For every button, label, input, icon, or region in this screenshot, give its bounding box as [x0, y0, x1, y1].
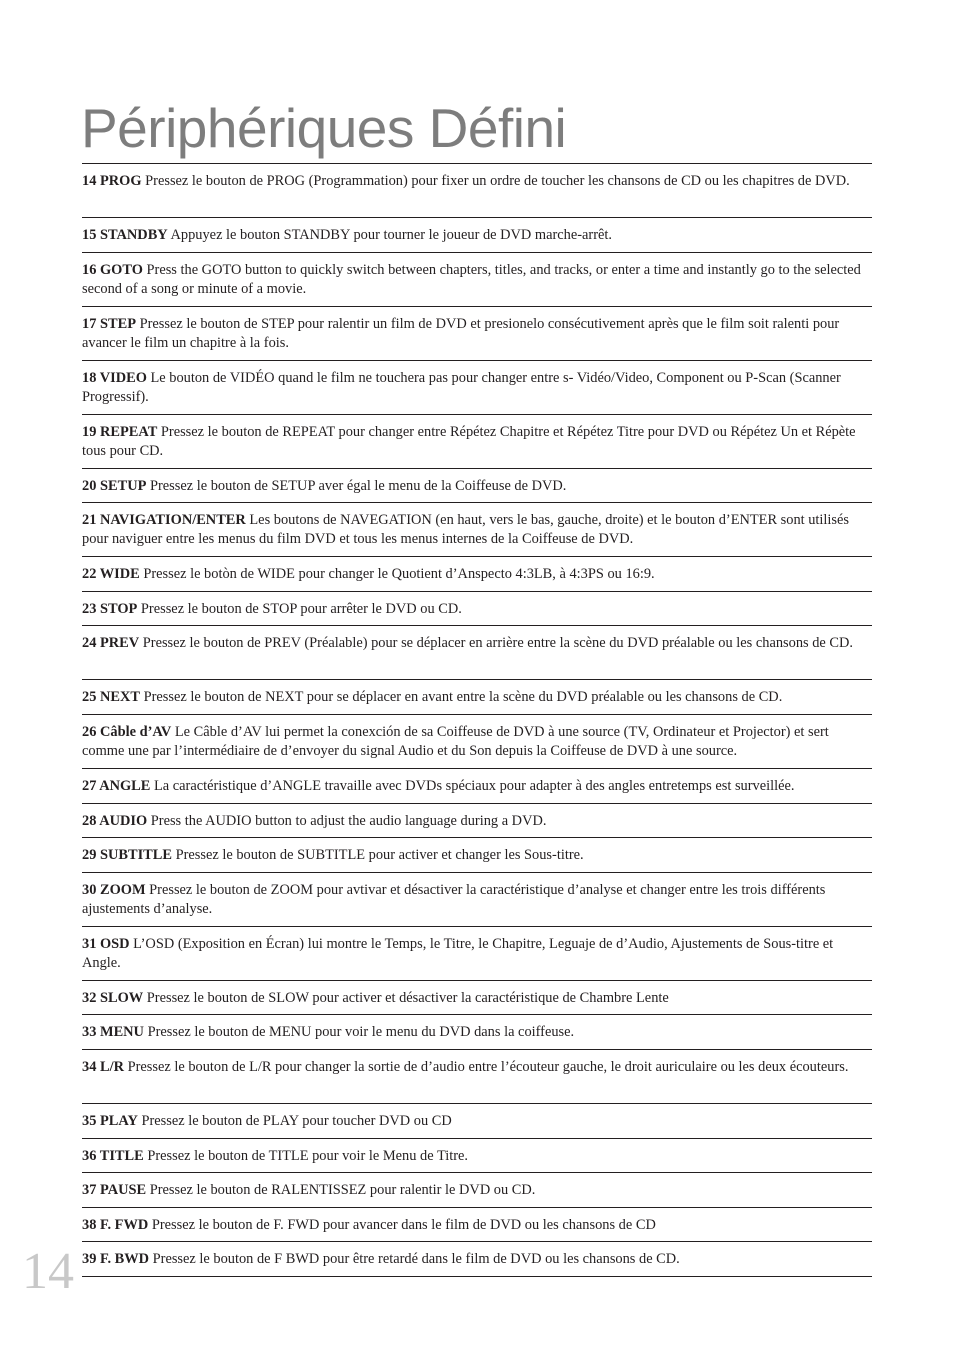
entry-key: 35 PLAY [82, 1112, 138, 1129]
entry-text: Pressez le bouton de MENU pour voir le menu du DVD dans la coiffeuse. [143, 1024, 575, 1041]
list-item [82, 469, 872, 504]
entry-key: 39 F. BWD [82, 1251, 150, 1268]
list-item [82, 626, 872, 680]
entry-text: Pressez le botòn de WIDE pour changer le Quotient d’Anspecto 4:3LB, à 4:3PS ou 16:9. [139, 566, 655, 583]
definitions-list [82, 163, 872, 1277]
list-item [82, 838, 872, 873]
entry-key: 34 L/R [82, 1058, 124, 1075]
entry-key: 28 AUDIO [82, 812, 148, 829]
entry-key: 38 F. FWD [82, 1216, 149, 1233]
entry-text: Pressez le bouton de F. FWD pour avancer dans le film de DVD ou les chansons de CD [148, 1216, 656, 1233]
entry-key: 27 ANGLE [82, 777, 151, 794]
entry-key: 14 PROG [82, 173, 142, 189]
entry-key: 33 MENU [82, 1024, 144, 1041]
entry-text: Les boutons de NAVEGATION (en haut, vers le bas, gauche, droite) et le bouton d’ENTER sont utilisés pour naviguer entre les menus du film DVD et tous les menus internes de la Coiffeuse de DVD. [82, 512, 850, 548]
entry-key: 22 WIDE [82, 566, 140, 583]
list-item [82, 164, 872, 218]
list-item [82, 804, 872, 839]
list-item [82, 1104, 872, 1139]
entry-text: Le Câble d’AV lui permet la conexción de sa Coiffeuse de DVD à une source (TV, Ordinateur et Projector) et sert comme une par l’intermédiaire de d’envoyer du signal Audio et du Son depuis la Coiffeuse de DVD à une source. [82, 723, 829, 759]
entry-key: 17 STEP [82, 315, 136, 332]
entry-text: Pressez le bouton de NEXT pour se déplacer en avant entre la scène du DVD préalable ou les chansons de CD. [139, 689, 783, 706]
entry-text: Le bouton de VIDÉO quand le film ne touchera pas pour changer entre s- Vidéo/Video, Component ou P-Scan (Scanner Progressif). [82, 369, 841, 405]
list-item [82, 769, 872, 804]
list-item [82, 415, 872, 469]
list-item [82, 361, 872, 415]
entry-text: La caractéristique d’ANGLE travaille avec DVDs spéciaux pour adapter à des angles entretemps est surveillée. [150, 777, 795, 794]
entry-text: Pressez le bouton de PLAY pour toucher DVD ou CD [137, 1112, 452, 1129]
list-item [82, 1208, 872, 1243]
entry-key: 15 STANDBY [82, 227, 168, 243]
entry-key: 24 PREV [82, 635, 140, 652]
list-item [82, 1015, 872, 1050]
page-title: Périphériques Défini [81, 97, 567, 159]
entry-text: Pressez le bouton de STEP pour ralentir un film de DVD et presionelo consécutivement après que le film soit ralenti pour avancer le film un chapitre à la fois. [82, 315, 840, 351]
entry-text: Pressez le bouton de SETUP aver égal le menu de la Coiffeuse de DVD. [146, 477, 567, 494]
list-item [82, 873, 872, 927]
list-item [82, 218, 872, 253]
list-item [82, 253, 872, 307]
entry-text: Appuyez le bouton STANDBY pour tourner le joueur de DVD marche-arrêt. [167, 227, 612, 243]
entry-key: 25 NEXT [82, 689, 140, 706]
list-item [82, 680, 872, 715]
entry-text: Pressez le bouton de STOP pour arrêter le DVD ou CD. [137, 600, 462, 617]
entry-text: Pressez le bouton de REPEAT pour changer entre Répétez Chapitre et Répétez Titre pour DVD ou Répétez Un et Répète tous pour CD. [82, 423, 856, 459]
list-item [82, 715, 872, 769]
list-item [82, 1139, 872, 1174]
entry-key: 18 VIDEO [82, 369, 147, 386]
list-item [82, 1050, 872, 1104]
page-number: 14 [22, 1243, 74, 1300]
entry-key: 30 ZOOM [82, 881, 146, 898]
list-item [82, 557, 872, 592]
list-item [82, 981, 872, 1016]
list-item [82, 592, 872, 627]
entry-key: 37 PAUSE [82, 1182, 147, 1199]
entry-text: Pressez le bouton de L/R pour changer la sortie de d’audio entre l’écouteur gauche, le droit auriculaire ou les deux écouteurs. [123, 1058, 849, 1075]
entry-text: L’OSD (Exposition en Écran) lui montre le Temps, le Titre, le Chapitre, Leguaje de d’Audio, Ajustements de Sous-titre et Angle. [82, 935, 834, 971]
entry-key: 32 SLOW [82, 989, 144, 1006]
entry-text: Pressez le bouton de PROG (Programmation) pour fixer un ordre de toucher les chansons de CD ou les chapitres de DVD. [141, 173, 850, 189]
entry-key: 29 SUBTITLE [82, 847, 172, 864]
list-item [82, 307, 872, 361]
entry-key: 19 REPEAT [82, 423, 158, 440]
entry-key: 36 TITLE [82, 1147, 144, 1164]
entry-text: Pressez le bouton de RALENTISSEZ pour ralentir le DVD ou CD. [146, 1182, 536, 1199]
entry-text: Pressez le bouton de SUBTITLE pour activer et changer les Sous-titre. [171, 847, 584, 864]
entry-text: Pressez le bouton de ZOOM pour avtivar et désactiver la caractéristique d’analyse et changer entre les trois différents ajustements d’analyse. [82, 881, 826, 917]
entry-key: 23 STOP [82, 600, 138, 617]
list-item [82, 1242, 872, 1277]
entry-text: Press the AUDIO button to adjust the audio language during a DVD. [147, 812, 547, 829]
entry-key: 26 Câble d’AV [82, 723, 172, 740]
entry-text: Pressez le bouton de PREV (Préalable) pour se déplacer en arrière entre la scène du DVD préalable ou les chansons de CD. [139, 635, 853, 652]
entry-text: Press the GOTO button to quickly switch between chapters, titles, and tracks, or enter a time and instantly go to the selected second of a song or minute of a movie. [82, 261, 861, 297]
entry-key: 31 OSD [82, 935, 130, 952]
entry-key: 16 GOTO [82, 261, 143, 278]
entry-key: 20 SETUP [82, 477, 147, 494]
entry-text: Pressez le bouton de SLOW pour activer et désactiver la caractéristique de Chambre Lente [143, 989, 669, 1006]
list-item [82, 1173, 872, 1208]
list-item [82, 503, 872, 557]
entry-text: Pressez le bouton de TITLE pour voir le Menu de Titre. [143, 1147, 469, 1164]
entry-text: Pressez le bouton de F BWD pour être retardé dans le film de DVD ou les chansons de CD. [149, 1251, 680, 1268]
list-item [82, 927, 872, 981]
entry-key: 21 NAVIGATION/ENTER [82, 512, 246, 529]
